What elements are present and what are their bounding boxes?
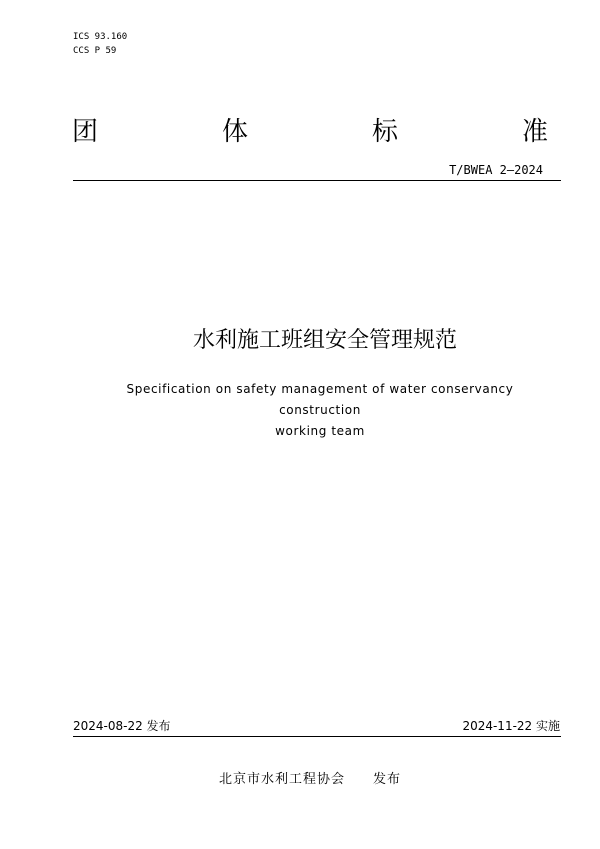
standard-type-heading: [72, 116, 548, 148]
ics-code: ICS 93.160: [73, 32, 128, 42]
bottom-divider: [73, 736, 561, 737]
english-title-line: working team: [275, 424, 365, 438]
english-title: [84, 379, 556, 442]
publisher: 北京市水利工程协会 发布: [218, 772, 401, 787]
publish-date: 2024-08-22 发布: [73, 719, 171, 733]
standard-type-char: 团: [72, 117, 99, 147]
implement-date: 2024-11-22 实施: [462, 719, 560, 733]
ccs-code: CCS P 59: [73, 46, 117, 56]
standard-type-char: 准: [521, 117, 548, 147]
english-title-line: Specification on safety management of water conservancy construction: [126, 382, 514, 417]
chinese-title: 水利施工班组安全管理规范: [192, 328, 457, 353]
standard-type-char: 体: [221, 117, 248, 147]
standard-type-char: 标: [371, 117, 398, 147]
top-divider: [73, 180, 561, 181]
standard-number: T/BWEA 2—2024: [449, 163, 543, 177]
